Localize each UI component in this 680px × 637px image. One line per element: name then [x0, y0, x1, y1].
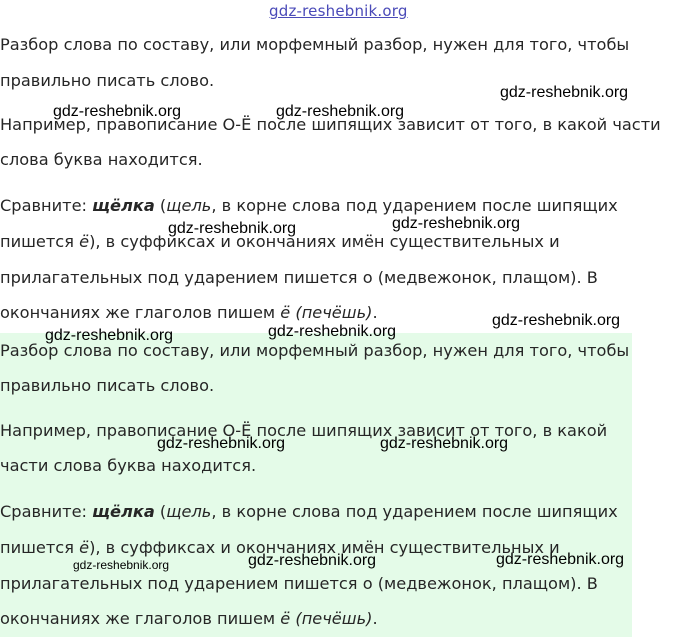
watermark: gdz-reshebnik.org	[500, 84, 629, 101]
paragraph-line: Сравните: щёлка (щель, в корне слова под ударением после шипящих	[0, 502, 618, 521]
watermark: gdz-reshebnik.org	[73, 558, 170, 572]
answer-block-highlighted	[0, 333, 632, 637]
watermark: gdz-reshebnik.org	[157, 435, 286, 452]
watermark: gdz-reshebnik.org	[496, 551, 625, 568]
paragraph-line: окончаниях же глаголов пишем ё (печёшь).	[0, 609, 378, 628]
paragraph-line: части слова буква находится.	[0, 456, 257, 475]
watermark: gdz-reshebnik.org	[248, 552, 377, 569]
watermark: gdz-reshebnik.org	[492, 312, 621, 329]
watermark: gdz-reshebnik.org	[268, 323, 397, 340]
paragraph-line: Например, правописание О-Ё после шипящих зависит от того, в какой	[0, 421, 608, 440]
paragraph-line: Сравните: щёлка (щель, в корне слова под ударением после шипящих	[0, 196, 618, 215]
paragraph-line: пишется ё), в суффиксах и окончаниях имён существительных и	[0, 232, 560, 251]
paragraph-line: Разбор слова по составу, или морфемный разбор, нужен для того, чтобы	[0, 35, 630, 54]
watermark: gdz-reshebnik.org	[53, 103, 182, 120]
paragraph-line: окончаниях же глаголов пишем ё (печёшь).	[0, 303, 378, 322]
paragraph-line: пишется ё), в суффиксах и окончаниях имён существительных и	[0, 538, 560, 557]
paragraph-line: прилагательных под ударением пишется о (медвежонок, плащом). В	[0, 268, 598, 287]
paragraph-line: прилагательных под ударением пишется о (медвежонок, плащом). В	[0, 574, 598, 593]
watermark: gdz-reshebnik.org	[380, 435, 509, 452]
watermark: gdz-reshebnik.org	[276, 103, 405, 120]
paragraph-line: правильно писать слово.	[0, 376, 215, 395]
paragraph-line: Например, правописание О-Ё после шипящих зависит от того, в какой части	[0, 115, 661, 134]
paragraph-line: Разбор слова по составу, или морфемный разбор, нужен для того, чтобы	[0, 341, 630, 360]
paragraph-line: слова буква находится.	[0, 150, 203, 169]
header-watermark-link[interactable]: gdz-reshebnik.org	[269, 2, 408, 20]
watermark: gdz-reshebnik.org	[392, 215, 521, 232]
paragraph-line: правильно писать слово.	[0, 71, 215, 90]
watermark: gdz-reshebnik.org	[168, 220, 297, 237]
watermark: gdz-reshebnik.org	[45, 327, 174, 344]
